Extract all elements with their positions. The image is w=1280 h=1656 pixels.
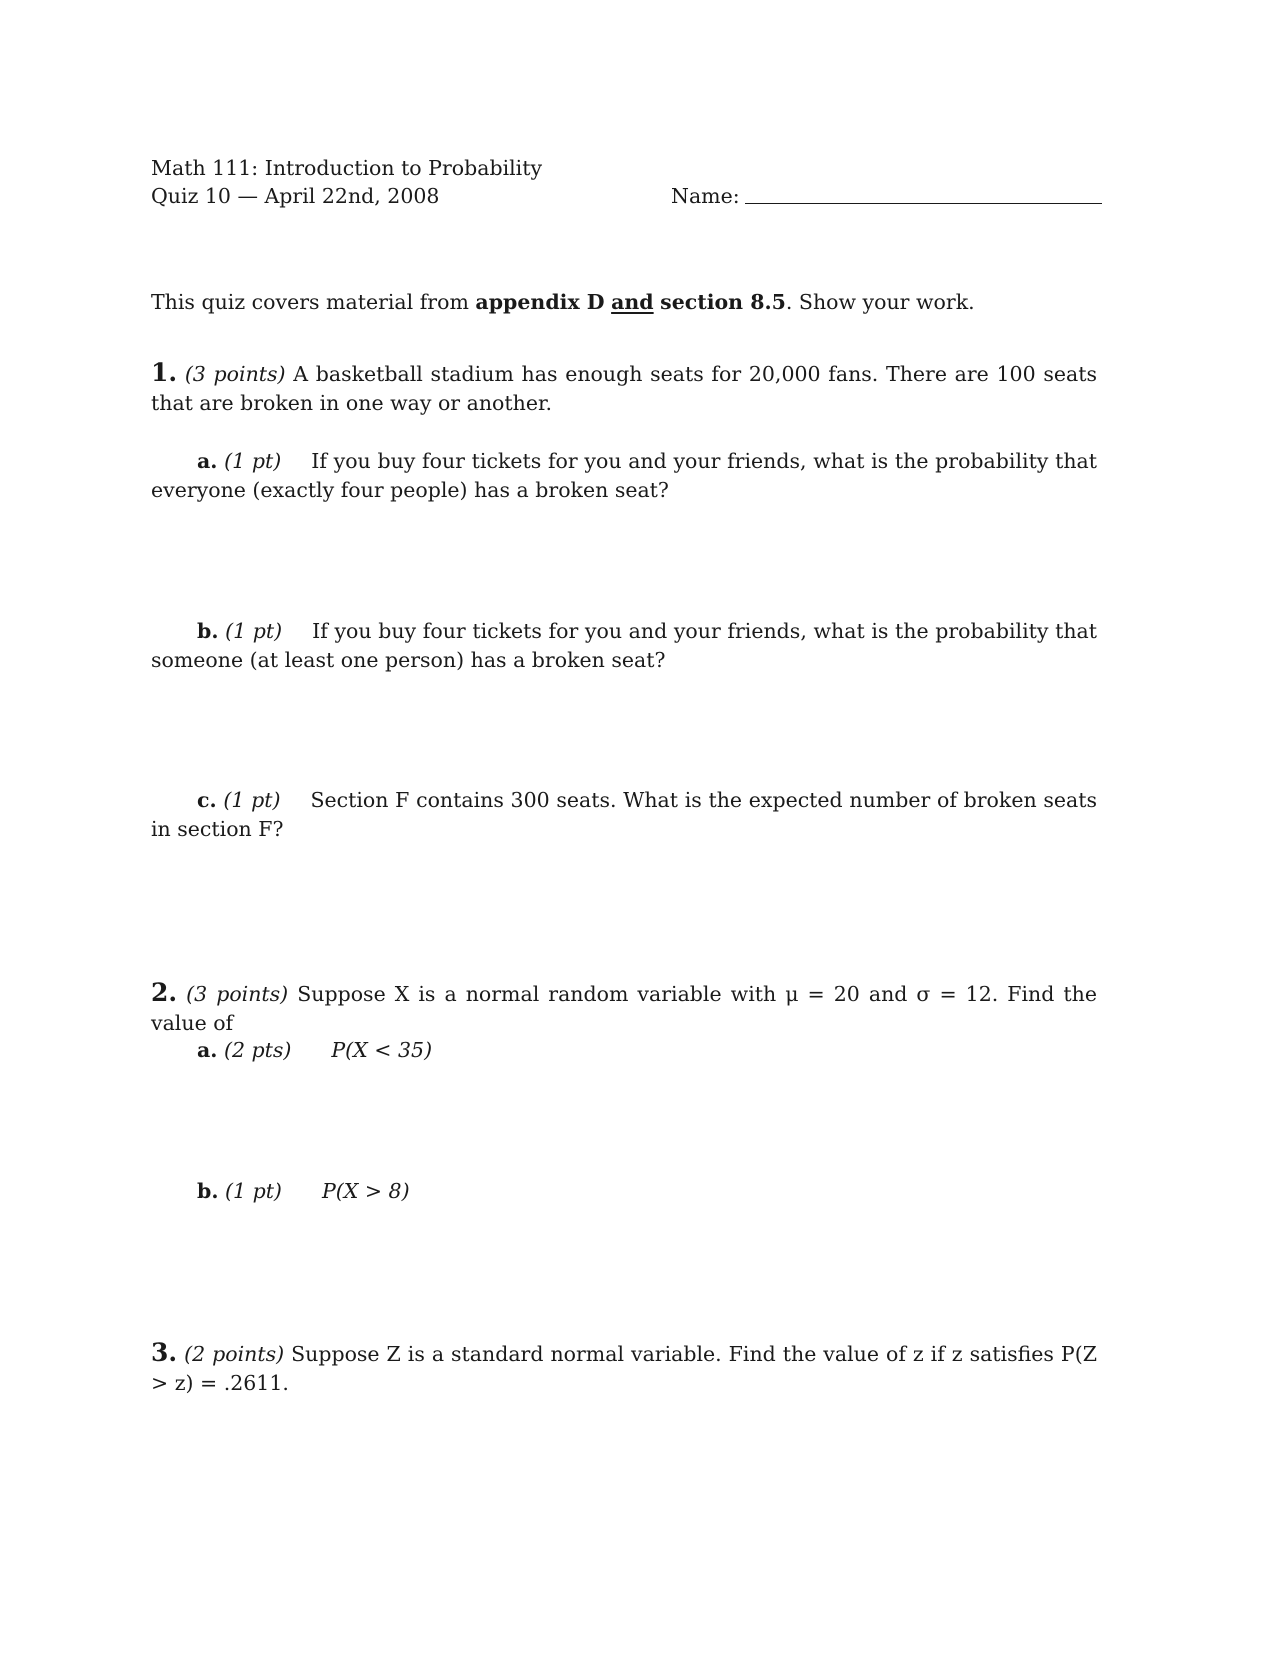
course-title: Math 111: Introduction to Probability	[151, 156, 543, 180]
question-1c-points: (1 pt)	[223, 788, 281, 812]
question-1a	[151, 447, 1097, 504]
question-2a-expression: P(X < 35)	[331, 1038, 433, 1062]
question-3-number: 3.	[151, 1338, 178, 1367]
question-1c-label: c.	[197, 788, 217, 812]
question-1	[151, 359, 1097, 417]
question-3-text: Suppose Z is a standard normal variable. Find the value of z if z satisfies P(Z > z) = .2611.	[151, 1342, 1097, 1395]
question-1-points: (3 points)	[184, 362, 286, 386]
question-1a-label: a.	[197, 449, 218, 473]
intro-suffix: . Show your work.	[785, 290, 975, 314]
question-1-text: A basketball stadium has enough seats for 20,000 fans. There are 100 seats that are broken in one way or another.	[151, 362, 1097, 415]
question-3-points: (2 points)	[184, 1342, 285, 1366]
intro-prefix: This quiz covers material from	[151, 290, 476, 314]
question-1c	[151, 786, 1097, 843]
question-2-text: Suppose X is a normal random variable with μ = 20 and σ = 12. Find the value of	[151, 982, 1097, 1035]
question-2	[151, 979, 1097, 1037]
question-2-points: (3 points)	[186, 982, 289, 1006]
intro-line	[151, 288, 975, 316]
question-1b-points: (1 pt)	[225, 619, 283, 643]
question-1c-text: Section F contains 300 seats. What is the expected number of broken seats in section F?	[151, 788, 1097, 841]
question-1b-text: If you buy four tickets for you and your friends, what is the probability that someone (at least one person) has a broken seat?	[151, 619, 1097, 672]
name-blank-line[interactable]	[745, 203, 1102, 204]
intro-section: section 8.5	[660, 290, 786, 314]
question-3	[151, 1339, 1097, 1397]
quiz-date: Quiz 10 — April 22nd, 2008	[151, 184, 440, 208]
intro-appendix: appendix D	[475, 290, 605, 314]
question-2a-points: (2 pts)	[223, 1038, 292, 1062]
question-1b-label: b.	[197, 619, 219, 643]
question-1a-points: (1 pt)	[224, 449, 282, 473]
intro-and: and	[611, 290, 654, 314]
question-2b-points: (1 pt)	[225, 1179, 282, 1203]
question-1-number: 1.	[151, 358, 178, 387]
question-2b	[197, 1177, 410, 1205]
question-1a-text: If you buy four tickets for you and your friends, what is the probability that everyone (exactly four people) has a broken seat?	[151, 449, 1097, 502]
question-2-number: 2.	[151, 978, 178, 1007]
question-2a-label: a.	[197, 1038, 218, 1062]
question-2b-expression: P(X > 8)	[321, 1179, 410, 1203]
question-2a	[197, 1036, 432, 1064]
name-label: Name:	[671, 184, 740, 208]
question-2b-label: b.	[197, 1179, 219, 1203]
question-1b	[151, 617, 1097, 674]
